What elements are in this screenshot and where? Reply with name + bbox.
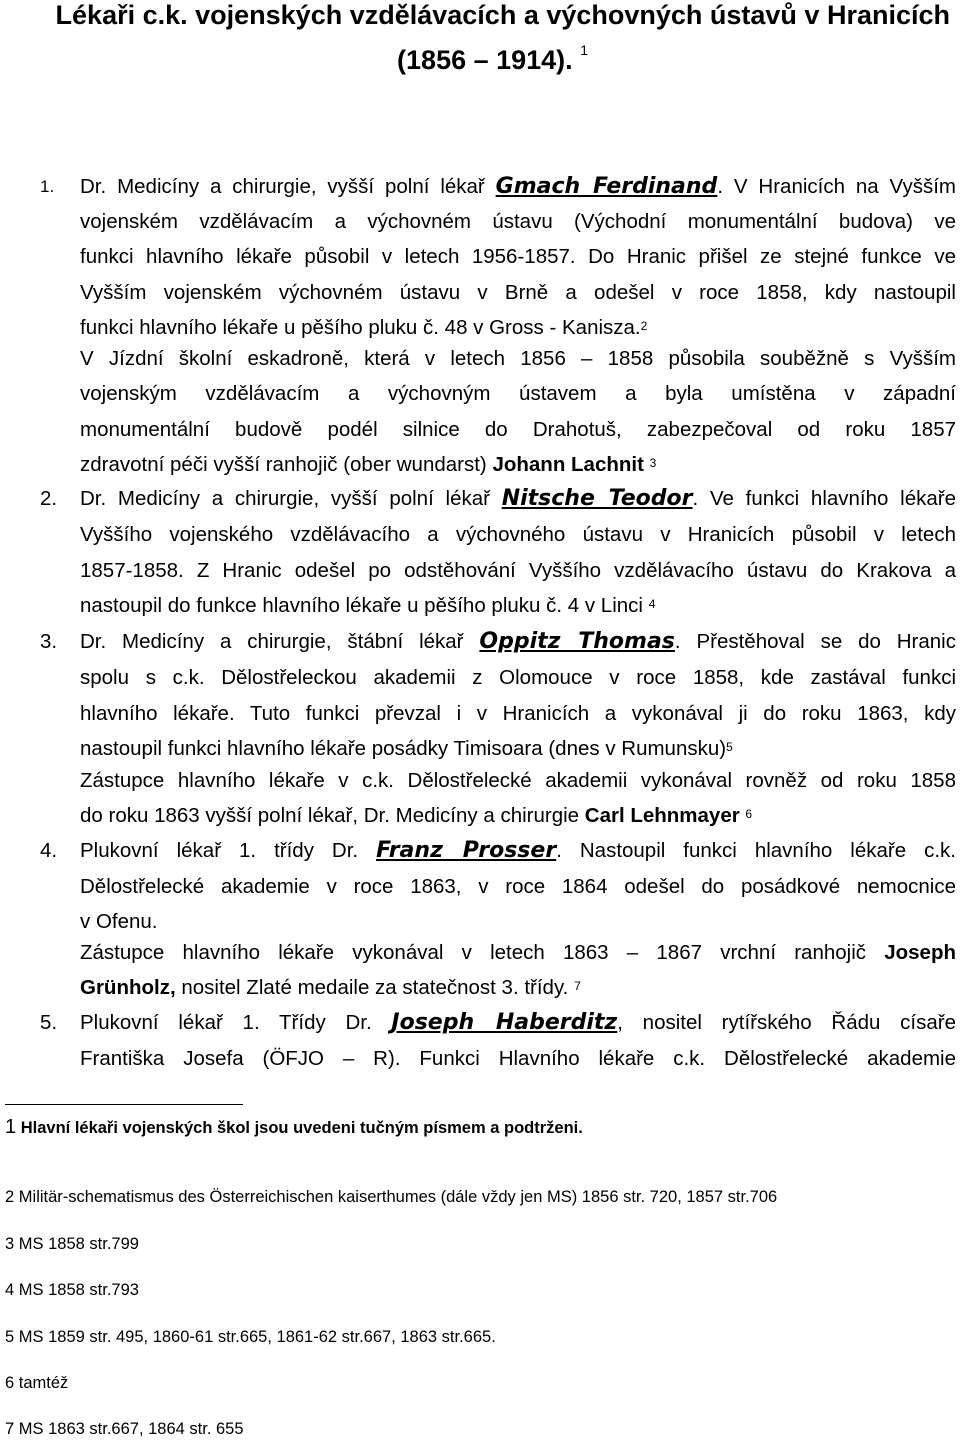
item-1-line: Vyšším vojenském výchovném ústavu v Brně a odešel v roce 1858, kdy nastoupil [80, 281, 956, 304]
doctor-name: Joseph Haberditz [391, 1010, 618, 1035]
item-1-line: vojenském vzdělávacím a výchovném ústavu (Východní monumentální budova) ve [80, 210, 956, 233]
footnote: 2 Militär-schematismus des Österreichischen kaiserthumes (dále vždy jen MS) 1856 str. 720, 1857 str.706 [5, 1188, 778, 1206]
item-4-line: Grünholz, nositel Zlaté medaile za statečnost 3. třídy. $^7$ [80, 976, 581, 999]
footnote: 7 MS 1863 str.667, 1864 str. 655 [5, 1420, 244, 1438]
footnote-ref-3: 3 [649, 456, 657, 470]
item-number: 4. [40, 839, 58, 862]
assistant-name: Carl Lehnmayer [584, 804, 740, 827]
item-number: 5. [40, 1011, 58, 1034]
item-3-line: hlavního lékaře. Tuto funkci převzal i v Hranicích a vykonával ji do roku 1863, kdy [80, 702, 956, 725]
footnote: 5 MS 1859 str. 495, 1860-61 str.665, 1861-62 str.667, 1863 str.665. [5, 1328, 496, 1346]
item-4-line: v Ofenu. [80, 910, 158, 933]
footnote-ref-7: 7 [574, 979, 581, 993]
item-3-line: spolu s c.k. Dělostřeleckou akademii z Olomouce v roce 1858, kde zastával funkci [80, 666, 956, 689]
item-3-line: Dr. Medicíny a chirurgie, štábní lékař Oppitz Thomas. Přestěhoval se do Hranic [80, 629, 956, 654]
item-number: 1. [40, 177, 55, 196]
item-2-line: nastoupil do funkce hlavního lékaře u pěšího pluku č. 4 v Linci $^4$ [80, 594, 656, 617]
item-number: 2. [40, 487, 58, 510]
item-2-line: Vyššího vojenského vzdělávacího a výchovného ústavu v Hranicích působil v letech [80, 523, 956, 546]
doctor-name: Nitsche Teodor [501, 486, 693, 511]
item-1-line: V Jízdní školní eskadroně, která v letech 1856 – 1858 působila souběžně s Vyšším [80, 347, 956, 370]
item-1-line: monumentální budově podél silnice do Drahotuš, zabezpečoval od roku 1857 [80, 418, 956, 441]
doctor-name: Franz Prosser [376, 838, 557, 863]
item-1-line: funkci hlavního lékaře u pěšího pluku č. 48 v Gross - Kanisza.$^2$ [80, 316, 648, 339]
footnote-ref-6: 6 [745, 807, 753, 821]
item-4-line: Dělostřelecké akademie v roce 1863, v roce 1864 odešel do posádkové nemocnice [80, 875, 956, 898]
footnote-ref-4: 4 [648, 597, 656, 611]
item-2-line: Dr. Medicíny a chirurgie, vyšší polní lékař Nitsche Teodor. Ve funkci hlavního lékaře [80, 486, 957, 511]
footnote: 1 Hlavní lékaři vojenských škol jsou uvedeni tučným písmem a podtrženi. [5, 1116, 583, 1138]
item-4-line: Plukovní lékař 1. třídy Dr. Franz Prosser. Nastoupil funkci hlavního lékaře c.k. [80, 838, 956, 863]
item-3-line: do roku 1863 vyšší polní lékař, Dr. Medicíny a chirurgie Carl Lehnmayer $^6$ [80, 804, 753, 827]
item-5-line: Františka Josefa (ÖFJO – R). Funkci Hlavního lékaře c.k. Dělostřelecké akademie [80, 1047, 956, 1070]
footnote-ref-1: 1 [580, 42, 588, 58]
assistant-name: Grünholz, [80, 976, 176, 999]
item-1-line: funkci hlavního lékaře působil v letech 1956-1857. Do Hranic přišel ze stejné funkce ve [80, 245, 956, 268]
item-4-line: Zástupce hlavního lékaře vykonával v letech 1863 – 1867 vrchní ranhojič Joseph [80, 941, 956, 964]
item-number: 3. [40, 630, 58, 653]
item-1-line: Dr. Medicíny a chirurgie, vyšší polní lékař Gmach Ferdinand. V Hranicích na Vyšším [80, 174, 956, 199]
item-3-line: Zástupce hlavního lékaře v c.k. Dělostřelecké akademii vykonával rovněž od roku 1858 [80, 769, 956, 792]
footnote: 4 MS 1858 str.793 [5, 1281, 139, 1299]
footnote-separator [5, 1104, 243, 1105]
item-1-line: zdravotní péči vyšší ranhojič (ober wundarst) Johann Lachnit $^3$ [80, 453, 657, 476]
item-3-line: nastoupil funkci hlavního lékaře posádky Timisoara (dnes v Rumunsku)$^5$ [80, 737, 733, 760]
assistant-name: Johann Lachnit [492, 453, 644, 476]
footnote: 6 tamtéž [5, 1374, 69, 1392]
item-5-line: Plukovní lékař 1. Třídy Dr. Joseph Haberditz, nositel rytířského Řádu císaře [80, 1010, 956, 1035]
doctor-name: Gmach Ferdinand [495, 174, 718, 199]
page-title: Lékaři c.k. vojenských vzdělávacích a výchovných ústavů v Hranicích [55, 0, 950, 30]
page-title-years: (1856 – 1914). $^1$ [397, 42, 588, 75]
item-1-line: vojenským vzdělávacím a výchovným ústavem a byla umístěna v západní [80, 382, 956, 405]
footnote: 3 MS 1858 str.799 [5, 1235, 139, 1253]
doctor-name: Oppitz Thomas [479, 629, 675, 654]
footnote-ref-2: 2 [640, 319, 648, 333]
item-2-line: 1857-1858. Z Hranic odešel po odstěhování Vyššího vzdělávacího ústavu do Krakova a [80, 559, 956, 582]
assistant-name: Joseph [884, 941, 956, 964]
footnote-ref-5: 5 [726, 740, 733, 754]
